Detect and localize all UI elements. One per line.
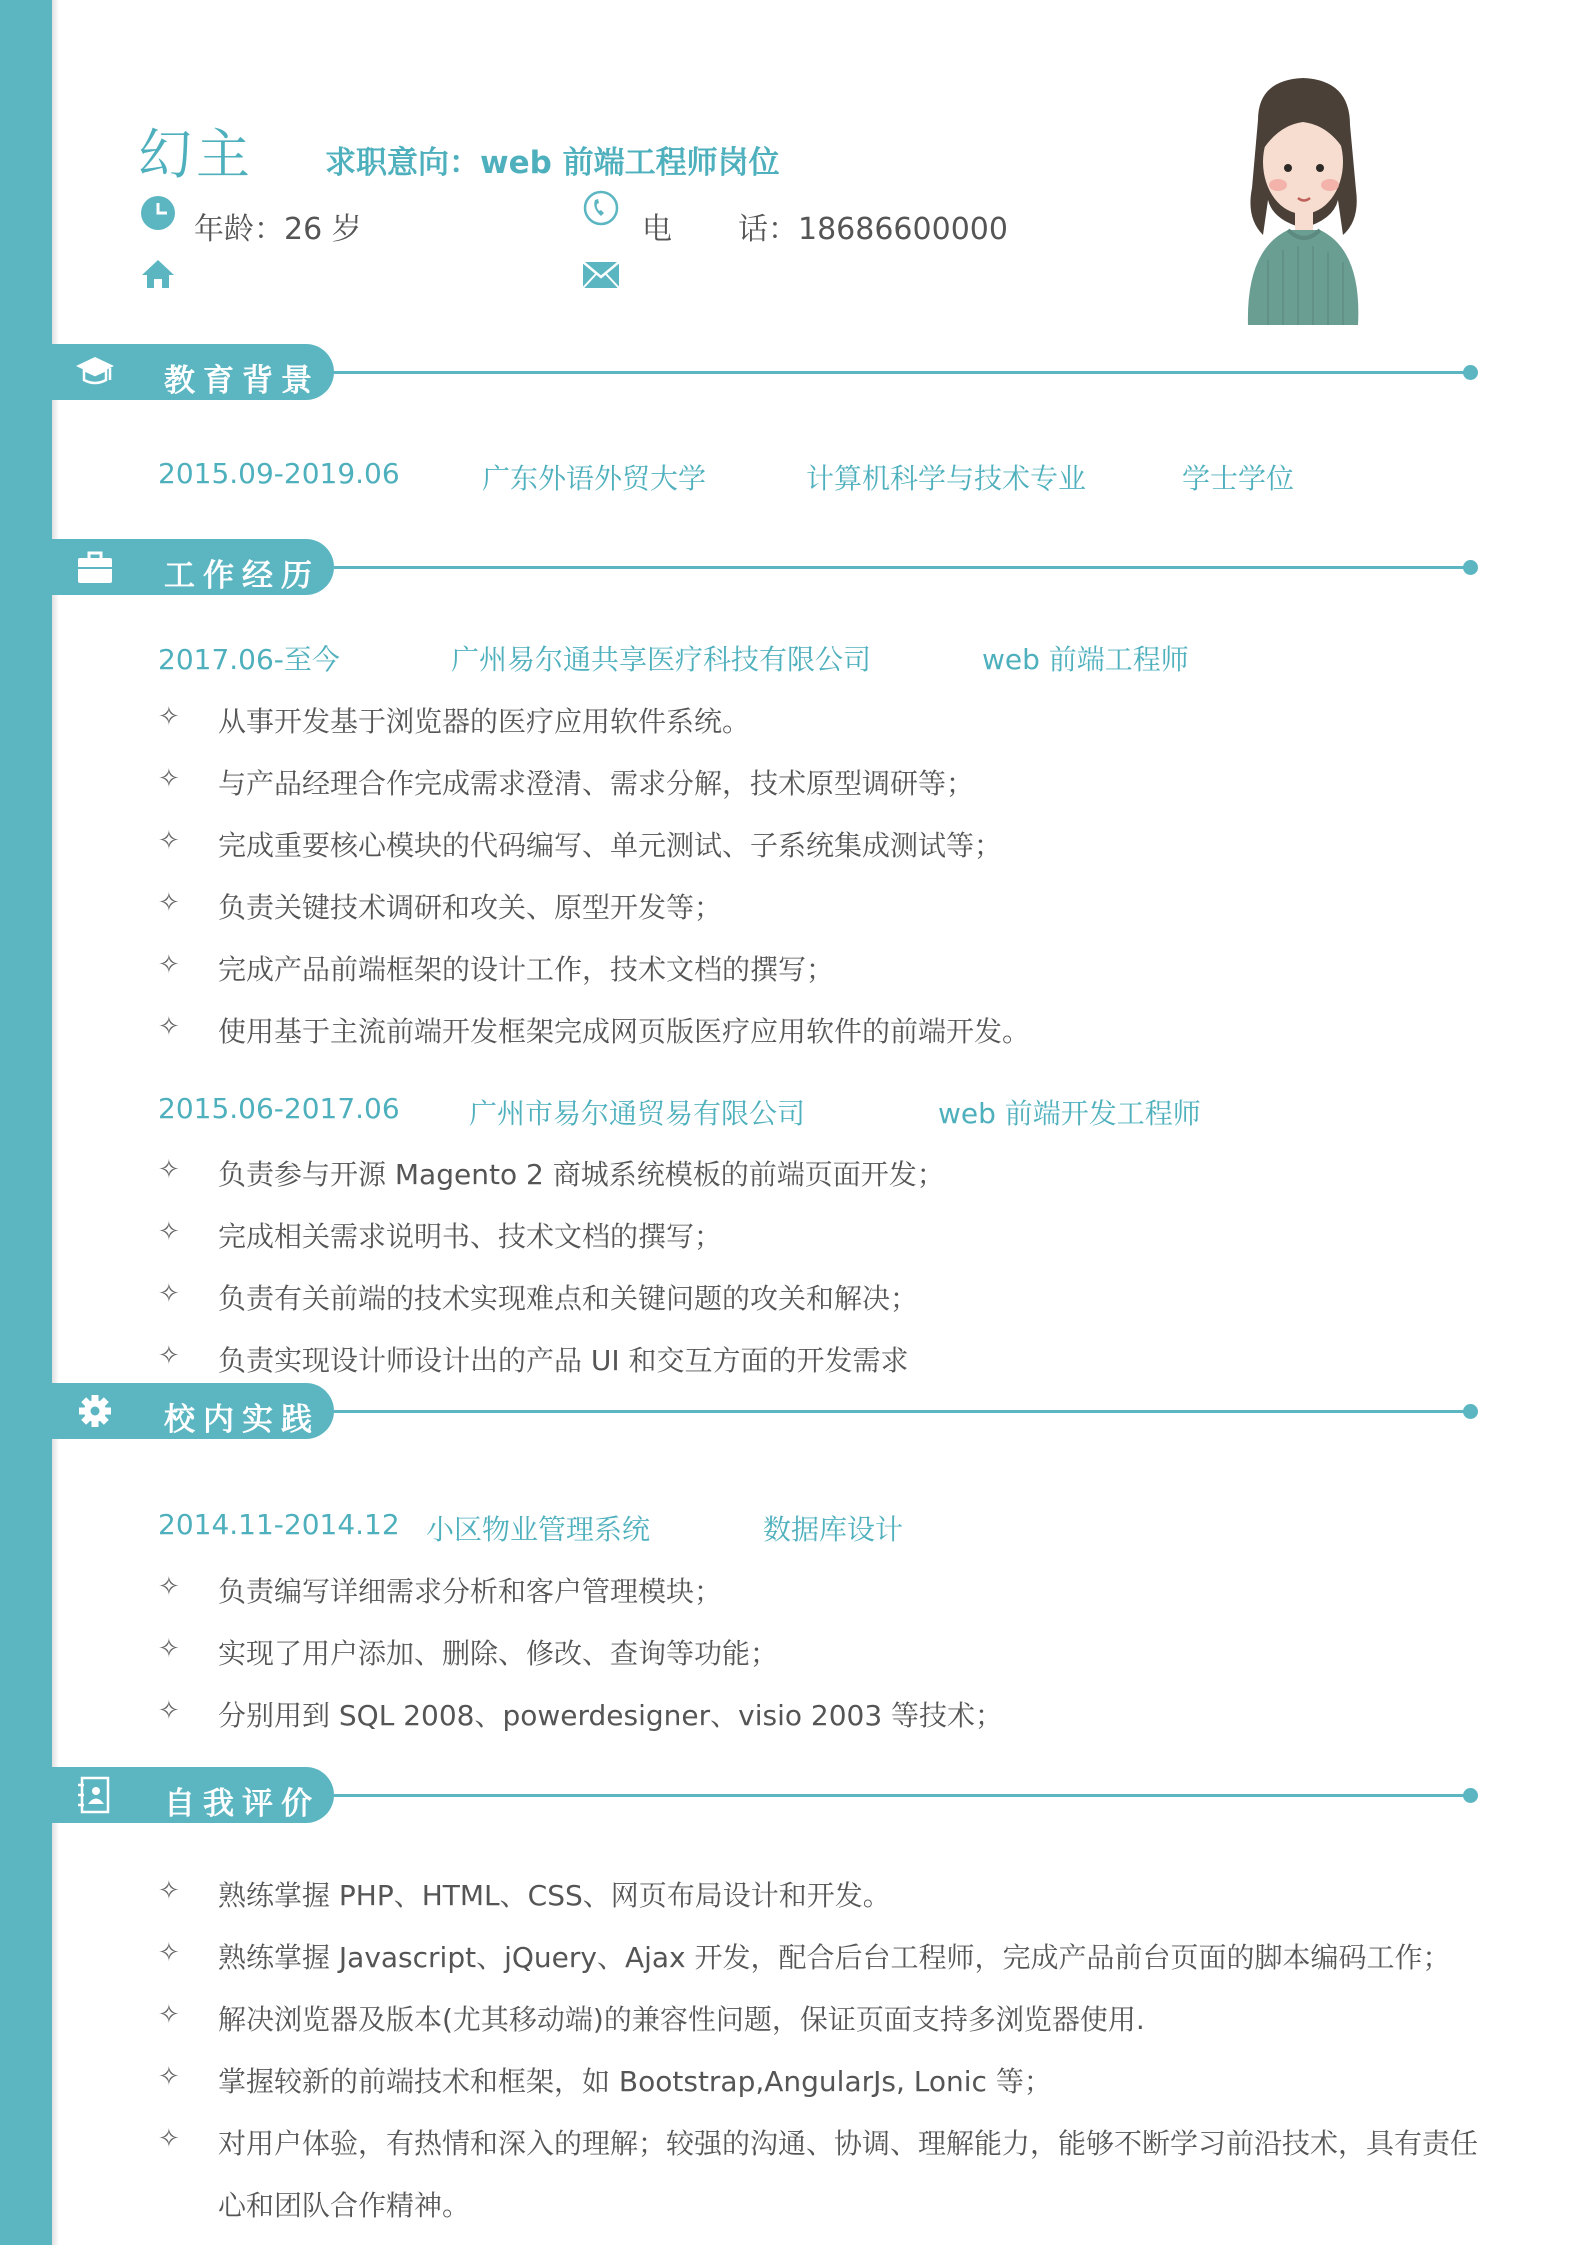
project-role: 数据库设计 — [763, 1513, 904, 1546]
section-education-header — [52, 344, 1482, 400]
job-intent: 求职意向：web 前端工程师岗位 — [325, 145, 780, 181]
education-major: 计算机科学与技术专业 — [806, 462, 1087, 495]
list-item-text: 熟练掌握 Javascript、jQuery、Ajax 开发，配合后台工程师，完成产品前台页面的脚本编码工作； — [218, 1941, 1451, 1974]
home-icon — [140, 256, 176, 292]
clock-icon — [140, 195, 176, 231]
section-work-header — [52, 539, 1482, 595]
bullet-icon: ✧ — [158, 1012, 180, 1042]
education-school: 广东外语外贸大学 — [482, 462, 707, 495]
section-divider — [334, 1794, 1470, 1797]
job-role: web 前端开发工程师 — [938, 1097, 1201, 1130]
list-item-text: 负责编写详细需求分析和客户管理模块； — [218, 1575, 723, 1608]
bullet-icon: ✧ — [158, 1217, 180, 1247]
job-period: 2017.06-至今 — [158, 643, 340, 676]
phone-icon — [583, 190, 619, 226]
section-divider-dot — [1463, 365, 1478, 380]
section-divider-dot — [1463, 1788, 1478, 1803]
job-period: 2015.06-2017.06 — [158, 1092, 400, 1125]
list-item-text: 负责实现设计师设计出的产品 UI 和交互方面的开发需求 — [218, 1344, 909, 1377]
bullet-icon: ✧ — [158, 2124, 180, 2154]
section-title: 工作经历 — [164, 558, 320, 594]
candidate-name: 幻主 — [138, 123, 254, 186]
list-item-text: 负责参与开源 Magento 2 商城系统模板的前端页面开发； — [218, 1158, 945, 1191]
section-divider-dot — [1463, 560, 1478, 575]
list-item-text: 心和团队合作精神。 — [218, 2189, 471, 2222]
project-name: 小区物业管理系统 — [426, 1513, 651, 1546]
bullet-icon: ✧ — [158, 1938, 180, 1968]
education-period: 2015.09-2019.06 — [158, 457, 400, 490]
bullet-icon: ✧ — [158, 950, 180, 980]
list-item-text: 熟练掌握 PHP、HTML、CSS、网页布局设计和开发。 — [218, 1879, 891, 1912]
bullet-icon: ✧ — [158, 1279, 180, 1309]
bullet-icon: ✧ — [158, 1876, 180, 1906]
bullet-icon: ✧ — [158, 2000, 180, 2030]
education-degree: 学士学位 — [1182, 462, 1295, 495]
bullet-icon: ✧ — [158, 1341, 180, 1371]
address-book-icon — [74, 1775, 116, 1815]
envelope-icon — [582, 260, 620, 290]
briefcase-icon — [74, 547, 116, 587]
bullet-icon: ✧ — [158, 888, 180, 918]
section-divider — [334, 1410, 1470, 1413]
project-period: 2014.11-2014.12 — [158, 1508, 400, 1541]
list-item-text: 从事开发基于浏览器的医疗应用软件系统。 — [218, 705, 751, 738]
list-item-text: 解决浏览器及版本(尤其移动端)的兼容性问题，保证页面支持多浏览器使用. — [218, 2003, 1145, 2036]
truncated-row-clip — [158, 1694, 1458, 1732]
list-item-text: 实现了用户添加、删除、修改、查询等功能； — [218, 1637, 779, 1670]
list-item-text: 与产品经理合作完成需求澄清、需求分解，技术原型调研等； — [218, 767, 975, 800]
section-divider — [334, 566, 1470, 569]
truncated-row-clip — [158, 1339, 1458, 1377]
job-role: web 前端工程师 — [982, 643, 1189, 676]
section-title: 校内实践 — [164, 1402, 320, 1438]
left-accent-bar — [0, 0, 52, 2245]
gear-icon — [74, 1391, 116, 1431]
bullet-icon: ✧ — [158, 1155, 180, 1185]
bullet-icon: ✧ — [158, 1634, 180, 1664]
section-self-header — [52, 1767, 1482, 1823]
section-divider — [334, 371, 1470, 374]
left-bar-shadow — [52, 0, 59, 2245]
avatar — [1228, 70, 1378, 325]
section-campus-header — [52, 1383, 1482, 1439]
list-item-text: 对用户体验，有热情和深入的理解；较强的沟通、协调、理解能力，能够不断学习前沿技术，具有责任 — [218, 2127, 1479, 2160]
section-title: 自我评价 — [164, 1786, 320, 1822]
list-item-text: 使用基于主流前端开发框架完成网页版医疗应用软件的前端开发。 — [218, 1015, 1031, 1048]
section-title: 教育背景 — [164, 363, 320, 399]
phone-value: 话：18686600000 — [738, 212, 1008, 247]
list-item-text: 负责关键技术调研和攻关、原型开发等； — [218, 891, 723, 924]
bullet-icon: ✧ — [158, 1696, 180, 1726]
list-item-text: 分别用到 SQL 2008、powerdesigner、visio 2003 等技术； — [218, 1699, 1004, 1732]
job-company: 广州市易尔通贸易有限公司 — [469, 1097, 806, 1130]
job-company: 广州易尔通共享医疗科技有限公司 — [451, 643, 872, 676]
section-divider-dot — [1463, 1404, 1478, 1419]
list-item-text: 完成相关需求说明书、技术文档的撰写； — [218, 1220, 723, 1253]
graduation-cap-icon — [74, 352, 116, 392]
age-text: 年龄：26 岁 — [194, 212, 362, 247]
list-item-text: 掌握较新的前端技术和框架，如 Bootstrap,AngularJs, Lonic 等； — [218, 2065, 1052, 2098]
bullet-icon: ✧ — [158, 1572, 180, 1602]
list-item-text: 完成产品前端框架的设计工作，技术文档的撰写； — [218, 953, 835, 986]
bullet-icon: ✧ — [158, 764, 180, 794]
phone-label: 电 — [642, 212, 672, 247]
bullet-icon: ✧ — [158, 826, 180, 856]
bullet-icon: ✧ — [158, 702, 180, 732]
list-item-text: 负责有关前端的技术实现难点和关键问题的攻关和解决； — [218, 1282, 919, 1315]
list-item-text: 完成重要核心模块的代码编写、单元测试、子系统集成测试等； — [218, 829, 1003, 862]
bullet-icon: ✧ — [158, 2062, 180, 2092]
